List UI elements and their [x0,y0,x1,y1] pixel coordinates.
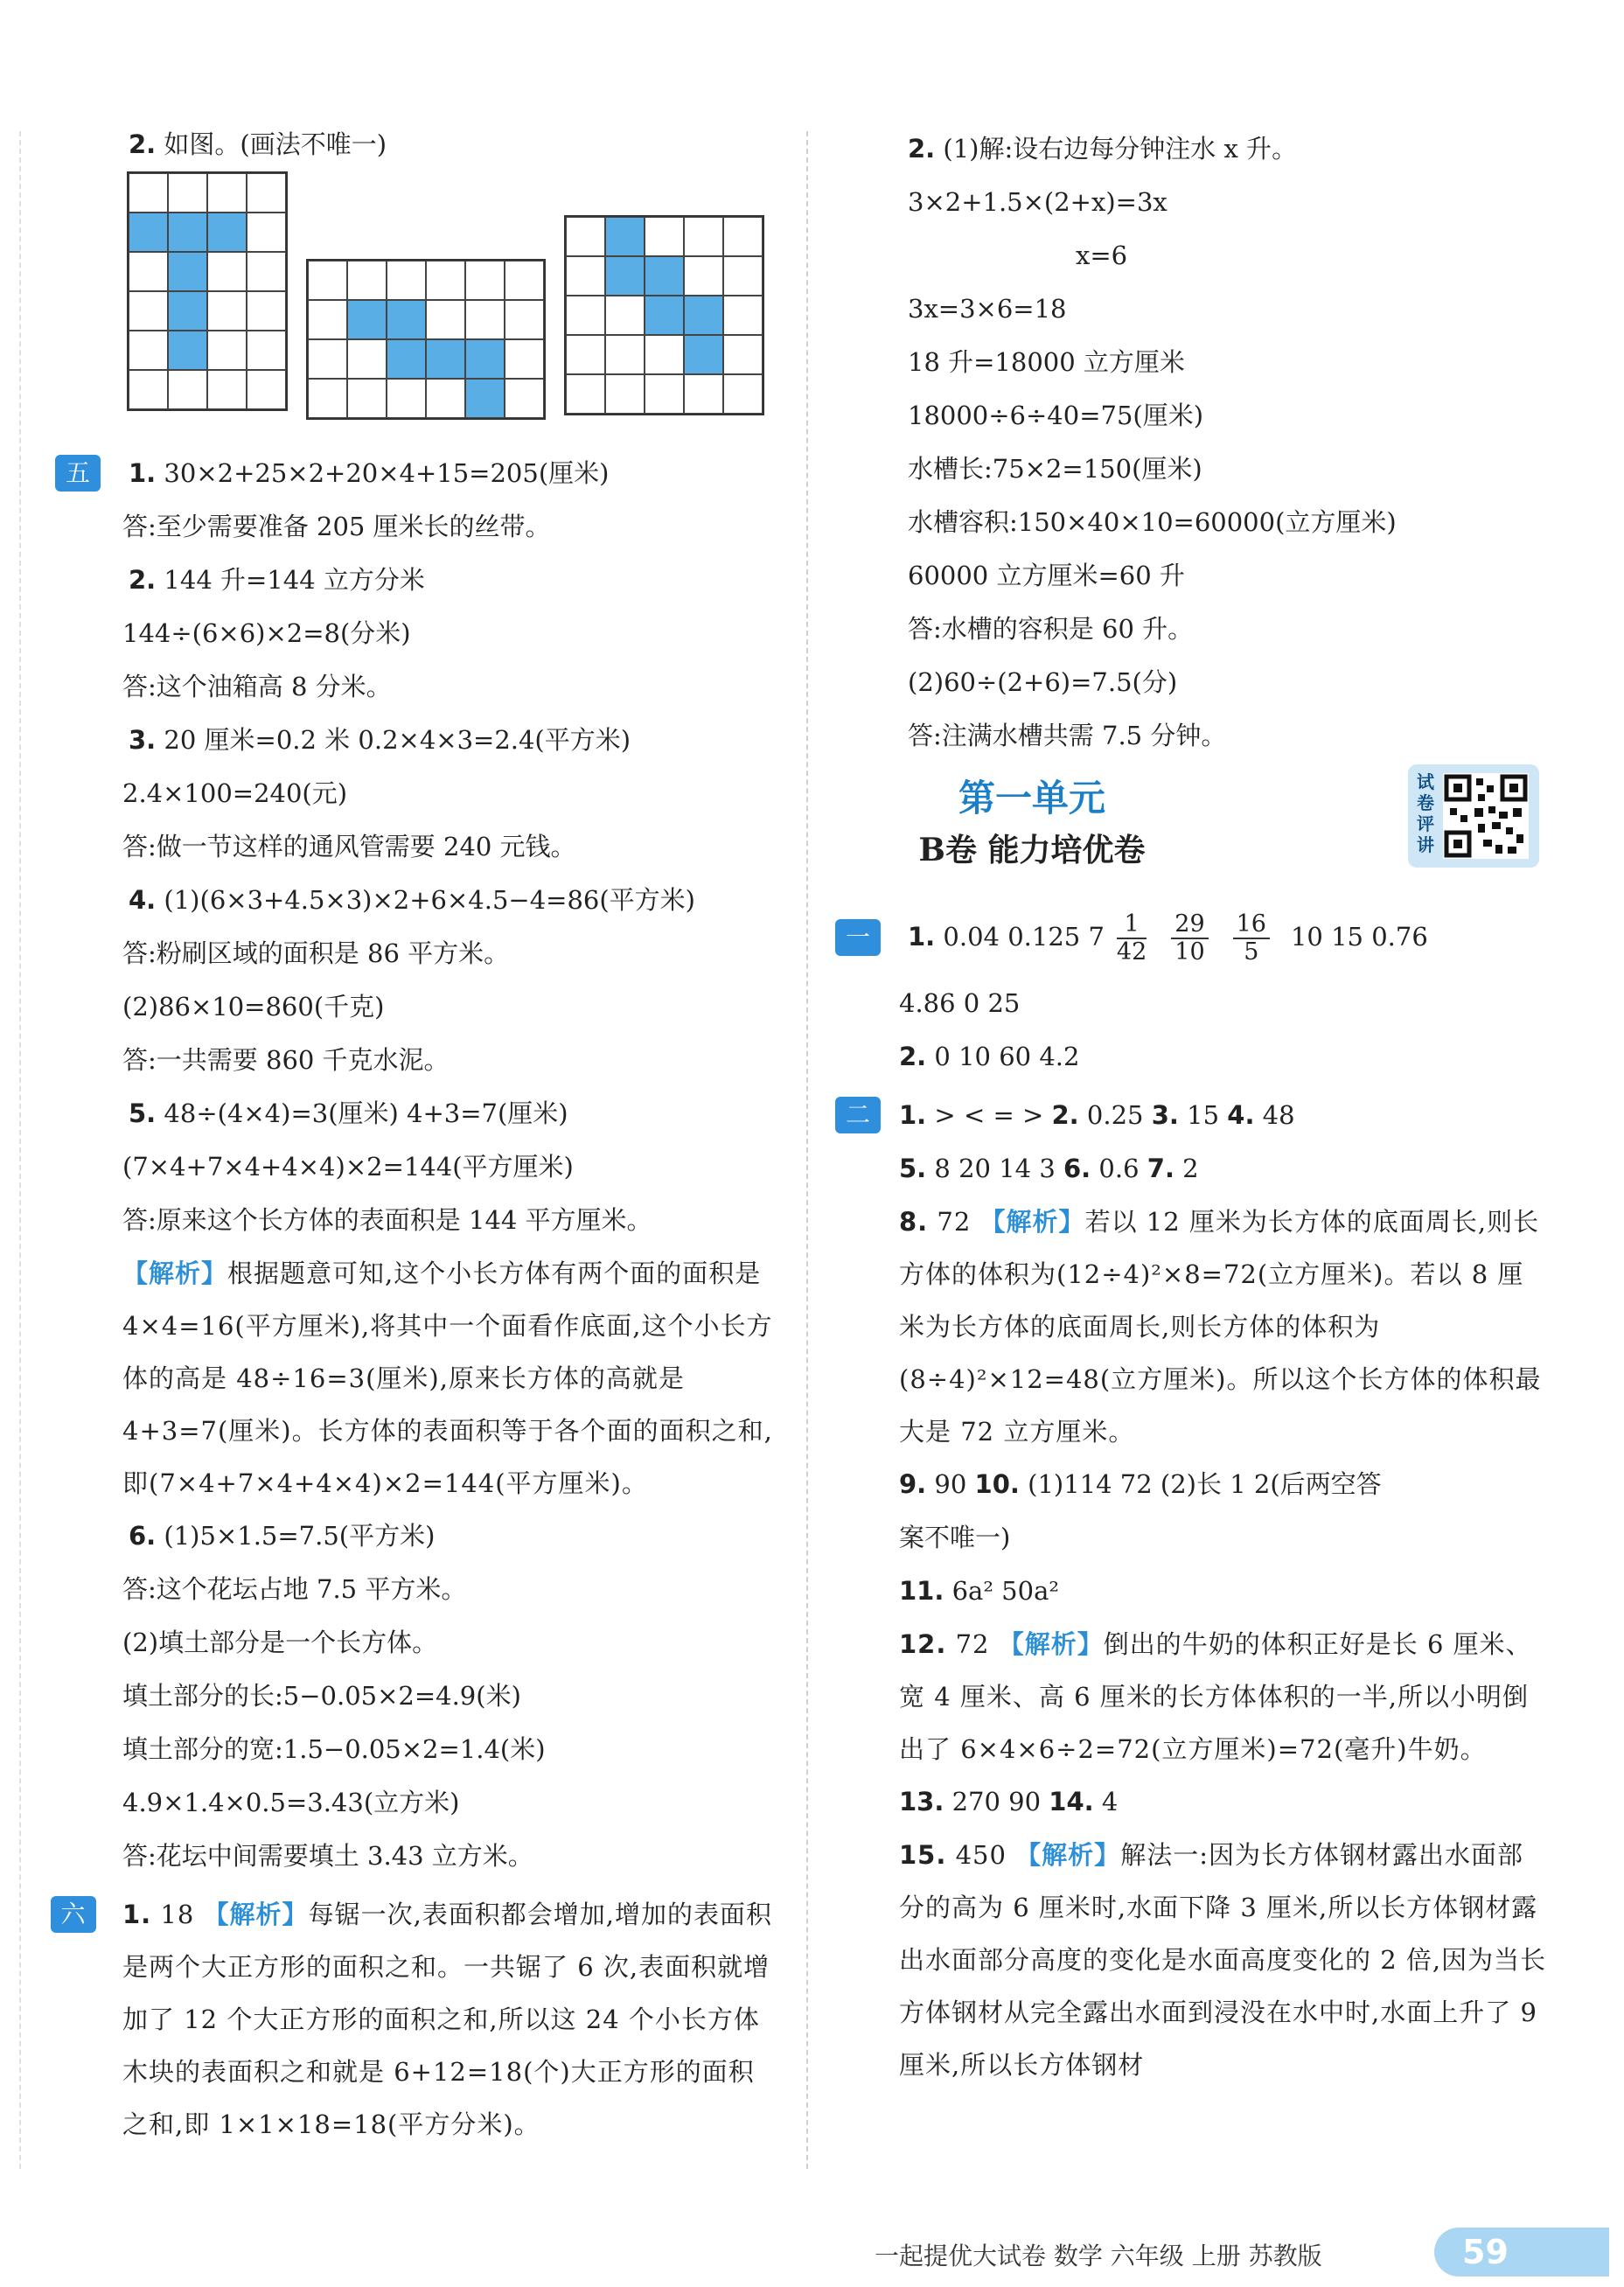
grid-figures [66,171,770,447]
grid-cell [247,370,286,409]
q10-cont: 案不唯一) [899,1523,1011,1552]
text-line: 2. (1)解:设右边每分钟注水 x 升。 [908,134,1298,164]
grid-cell [723,217,763,256]
sec1-q2: 2. 0 10 60 4.2 [899,1042,1080,1071]
grid-cell [566,335,605,374]
grid-cell [426,300,465,339]
grid-cell [347,379,387,418]
grid-cell [168,370,207,409]
text-line: 答:这个花坛占地 7.5 平方米。 [122,1574,467,1604]
section-badge-6: 六 [51,1896,96,1933]
text-line: 水槽容积:150×40×10=60000(立方厘米) [908,507,1397,537]
grid-cell [129,370,168,409]
grid-cell [465,379,505,418]
grid-cell [684,217,723,256]
grid-cell [605,217,645,256]
grid-cell [605,374,645,414]
grid-cell [247,331,286,370]
grid-cell [645,374,684,414]
grid-cell [684,374,723,414]
grid-cell [723,335,763,374]
grid-cell [168,252,207,291]
grid-cell [465,300,505,339]
page-number: 59 [1434,2228,1609,2277]
text-line: 答:花坛中间需要填土 3.43 立方米。 [122,1841,533,1871]
section-badge-2: 二 [835,1097,881,1133]
q8: 8. 72 【解析】若以 12 厘米为长方体的底面周长,则长方体的体积为(12÷4)²×8=72(立方厘米)。若以 8 厘米为长方体的底面周长,则长方体的体积为(8÷4)²×12=48(立方厘米)。所以这个长方体的体积最大是 72 立方厘米。 [899,1207,1542,1447]
grid-cell [465,261,505,300]
grid-cell [387,379,426,418]
fraction: $\frac{29}{10}$ [1171,911,1208,966]
grid-cell [645,296,684,335]
grid-cell [645,217,684,256]
text-line: (2)86×10=860(千克) [122,992,385,1021]
text-line: 答:水槽的容积是 60 升。 [908,614,1194,644]
sec1-q1: 一 1. 0.04 0.125 7 $\frac{1}{42}$ $\frac{29}{10}$ $\frac{16}{5}$ 10 15 0.76 [848,898,1548,977]
grid-cell [129,213,168,252]
grid-cell [347,339,387,379]
grid-cell [207,370,247,409]
fraction: $\frac{1}{42}$ [1116,910,1147,966]
grid-figure [564,215,764,415]
q6-answers [66,1510,770,1883]
grid-cell [347,261,387,300]
text-line: 答:这个油箱高 8 分米。 [122,672,392,701]
sec5-q1: 五 1. 30×2+25×2+20×4+15=205(厘米) [66,447,770,500]
column-divider [806,131,808,2169]
q13-q14: 13. 270 90 14. 4 [899,1787,1119,1816]
section-badge-5: 五 [55,455,101,492]
fraction: $\frac{16}{5}$ [1233,911,1270,966]
text-line: 答:原来这个长方体的表面积是 144 平方厘米。 [122,1205,652,1235]
text-line: 60000 立方厘米=60 升 [908,561,1185,590]
text-line: (2)60÷(2+6)=7.5(分) [908,667,1178,697]
grid-figure [127,171,288,411]
grid-cell [247,252,286,291]
text-line: 答:注满水槽共需 7.5 分钟。 [908,721,1227,750]
grid-cell [129,331,168,370]
q2-heading: 2. 如图。(画法不唯一) [129,129,387,159]
grid-cell [566,374,605,414]
grid-cell [308,300,347,339]
grid-cell [129,252,168,291]
grid-cell [605,335,645,374]
grid-cell [207,173,247,213]
section-badge-1: 一 [835,919,881,956]
grid-cell [247,173,286,213]
sec2-line2: 5. 8 20 14 3 6. 0.6 7. 2 [899,1154,1199,1183]
grid-cell [645,256,684,296]
text-line: 3×2+1.5×(2+x)=3x [908,187,1167,217]
q12: 12. 72 【解析】倒出的牛奶的体积正好是长 6 厘米、宽 4 厘米、高 6 厘米的长方体体积的一半,所以小明倒出了 6×4×6÷2=72(立方厘米)=72(毫升)牛奶。 [899,1629,1532,1764]
text-line: 答:做一节这样的通风管需要 240 元钱。 [122,832,576,861]
grid-cell [387,339,426,379]
grid-cell [566,296,605,335]
analysis-5: 【解析】根据题意可知,这个小长方体有两个面的面积是 4×4=16(平方厘米),将其中一个面看作底面,这个小长方体的高是 48÷16=3(厘米),原来长方体的高就是 4+3=7(厘米)。长方体的表面积等于各个面的面积之和,即(7×4+7×4+4×4)×2=144(平方厘米)。 [122,1259,773,1498]
text-line: 5. 48÷(4×4)=3(厘米) 4+3=7(厘米) [129,1098,568,1128]
text-line: 答:至少需要准备 205 厘米长的丝带。 [122,512,551,541]
grid-figure [306,259,546,420]
grid-cell [168,331,207,370]
grid-cell [684,256,723,296]
left-column [60,118,773,2151]
left-margin-line [19,131,21,2169]
grid-cell [505,300,544,339]
grid-cell [605,256,645,296]
grid-cell [505,261,544,300]
text-line: 18 升=18000 立方厘米 [908,347,1185,377]
sec6-q1: 六 1. 18 【解析】每锯一次,表面积都会增加,增加的表面积是两个大正方形的面积之和。一共锯了 6 次,表面积就增加了 12 个大正方形的面积之和,所以这 24 个小长方体木块的表面积之和就是 6+12=18(个)大正方形的面积之和,即 1×1×18=18(平方分米)。 [66,1888,778,2151]
text-line: (2)填土部分是一个长方体。 [122,1628,438,1657]
text-line: x=6 [1076,241,1128,270]
unit-title: 第一单元 [958,777,1105,819]
grid-cell [207,331,247,370]
grid-cell [308,339,347,379]
qr-code-icon[interactable] [1443,773,1529,859]
grid-cell [566,256,605,296]
grid-cell [207,291,247,331]
grid-cell [684,335,723,374]
footer-book-title: 一起提优大试卷 数学 六年级 上册 苏教版 [875,2242,1322,2270]
text-line: 填土部分的长:5−0.05×2=4.9(米) [122,1681,521,1711]
grid-cell [347,300,387,339]
q11: 11. 6a² 50a² [899,1576,1059,1606]
sub-title: B卷 能力培优卷 [918,832,1146,868]
grid-cell [207,213,247,252]
grid-cell [566,217,605,256]
text-line: 4. (1)(6×3+4.5×3)×2+6×4.5−4=86(平方米) [129,885,695,915]
text-line: 6. (1)5×1.5=7.5(平方米) [129,1521,436,1551]
text-line: 水槽长:75×2=150(厘米) [908,454,1202,484]
text-line: 4.9×1.4×0.5=3.43(立方米) [122,1788,460,1817]
text-line: 2. 144 升=144 立方分米 [129,565,425,595]
grid-cell [426,261,465,300]
text-line: 144÷(6×6)×2=8(分米) [122,618,411,648]
grid-cell [723,296,763,335]
grid-cell [505,379,544,418]
q15: 15. 450 【解析】解法一:因为长方体钢材露出水面部分的高为 6 厘米时,水面下降 3 厘米,所以长方体钢材露出水面部分高度的变化是水面高度变化的 2 倍,因为当长方体钢材从完全露出水面到浸没在水中时,水面上升了 9 厘米,所以长方体钢材 [899,1840,1547,2080]
grid-cell [247,291,286,331]
text-line: 2.4×100=240(元) [122,778,348,808]
q2-solution [848,122,1548,763]
grid-cell [168,291,207,331]
qr-code-box[interactable] [1408,764,1539,868]
text-line: 答:一共需要 860 千克水泥。 [122,1045,450,1075]
sec5-answers [66,500,770,1247]
text-line: 18000÷6÷40=75(厘米) [908,401,1204,430]
grid-cell [426,379,465,418]
text-line: (7×4+7×4+4×4)×2=144(平方厘米) [122,1152,574,1182]
grid-cell [426,339,465,379]
grid-cell [605,296,645,335]
grid-cell [308,379,347,418]
text-line: 答:粉刷区域的面积是 86 平方米。 [122,938,510,968]
qr-label: 试卷评讲 [1417,771,1434,855]
grid-cell [505,339,544,379]
grid-cell [168,213,207,252]
grid-cell [129,173,168,213]
text-line: 3x=3×6=18 [908,294,1067,324]
grid-cell [723,256,763,296]
text-line: 3. 20 厘米=0.2 米 0.2×4×3=2.4(平方米) [129,725,631,755]
grid-cell [387,261,426,300]
grid-cell [247,213,286,252]
sec1-q1-cont: 4.86 0 25 [899,988,1021,1018]
sec2-line1: 二 1. > < = > 2. 0.25 3. 15 4. 48 [848,1089,1548,1142]
right-column [845,122,1548,2091]
grid-cell [684,296,723,335]
grid-cell [129,291,168,331]
grid-cell [387,300,426,339]
grid-cell [645,335,684,374]
grid-cell [207,252,247,291]
grid-cell [168,173,207,213]
grid-cell [723,374,763,414]
q9-q10: 9. 90 10. (1)114 72 (2)长 1 2(后两空答 [899,1469,1382,1499]
grid-cell [308,261,347,300]
unit-header [848,763,1548,885]
text-line: 填土部分的宽:1.5−0.05×2=1.4(米) [122,1734,546,1764]
grid-cell [465,339,505,379]
